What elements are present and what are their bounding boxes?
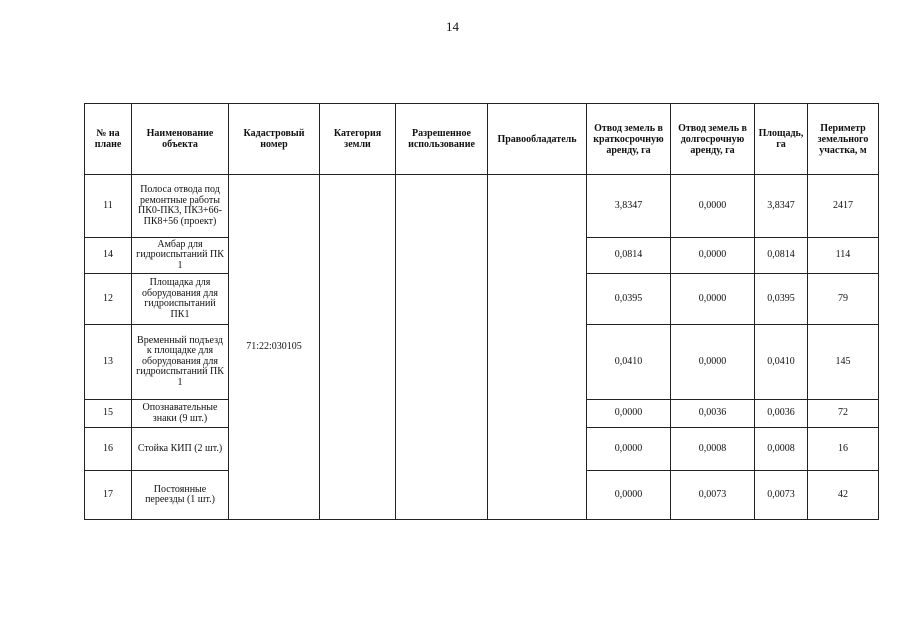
cadastral-number: 71:22:030105 bbox=[229, 175, 320, 520]
short-term-lease: 0,0395 bbox=[587, 274, 671, 325]
header-cell: Категория земли bbox=[320, 104, 396, 175]
object-name: Стойка КИП (2 шт.) bbox=[132, 428, 229, 471]
header-cell: Разрешенное использование bbox=[396, 104, 488, 175]
perimeter: 79 bbox=[808, 274, 879, 325]
long-term-lease: 0,0000 bbox=[671, 238, 755, 274]
short-term-lease: 0,0410 bbox=[587, 325, 671, 400]
row-number: 11 bbox=[85, 175, 132, 238]
header-cell: Наименование объекта bbox=[132, 104, 229, 175]
area: 0,0036 bbox=[755, 400, 808, 428]
area: 0,0073 bbox=[755, 471, 808, 520]
header-cell: № на плане bbox=[85, 104, 132, 175]
short-term-lease: 0,0000 bbox=[587, 471, 671, 520]
page-number: 14 bbox=[446, 19, 459, 34]
row-number: 14 bbox=[85, 238, 132, 274]
owner-cell bbox=[488, 175, 587, 520]
short-term-lease: 3,8347 bbox=[587, 175, 671, 238]
header-cell: Периметр земельного участка, м bbox=[808, 104, 879, 175]
long-term-lease: 0,0036 bbox=[671, 400, 755, 428]
header-cell: Правообладатель bbox=[488, 104, 587, 175]
header-cell: Площадь, га bbox=[755, 104, 808, 175]
perimeter: 145 bbox=[808, 325, 879, 400]
perimeter: 72 bbox=[808, 400, 879, 428]
area: 0,0410 bbox=[755, 325, 808, 400]
object-name: Полоса отвода под ремонтные работы ПК0-ПК3, ПК3+66-ПК8+56 (проект) bbox=[132, 175, 229, 238]
row-number: 13 bbox=[85, 325, 132, 400]
object-name: Временный подъезд к площадке для оборудования для гидроиспытаний ПК 1 bbox=[132, 325, 229, 400]
row-number: 15 bbox=[85, 400, 132, 428]
short-term-lease: 0,0000 bbox=[587, 400, 671, 428]
short-term-lease: 0,0814 bbox=[587, 238, 671, 274]
perimeter: 2417 bbox=[808, 175, 879, 238]
long-term-lease: 0,0008 bbox=[671, 428, 755, 471]
header-cell: Кадастровый номер bbox=[229, 104, 320, 175]
row-number: 16 bbox=[85, 428, 132, 471]
header-row bbox=[85, 104, 879, 175]
perimeter: 42 bbox=[808, 471, 879, 520]
area: 3,8347 bbox=[755, 175, 808, 238]
long-term-lease: 0,0000 bbox=[671, 274, 755, 325]
long-term-lease: 0,0073 bbox=[671, 471, 755, 520]
permitted-use-cell bbox=[396, 175, 488, 520]
table-row bbox=[85, 175, 879, 238]
land-allocation-table bbox=[84, 103, 879, 520]
short-term-lease: 0,0000 bbox=[587, 428, 671, 471]
long-term-lease: 0,0000 bbox=[671, 175, 755, 238]
object-name: Опознавательные знаки (9 шт.) bbox=[132, 400, 229, 428]
perimeter: 114 bbox=[808, 238, 879, 274]
perimeter: 16 bbox=[808, 428, 879, 471]
object-name: Площадка для оборудования для гидроиспытаний ПК1 bbox=[132, 274, 229, 325]
row-number: 12 bbox=[85, 274, 132, 325]
land-category-cell bbox=[320, 175, 396, 520]
object-name: Амбар для гидроиспытаний ПК 1 bbox=[132, 238, 229, 274]
area: 0,0008 bbox=[755, 428, 808, 471]
header-cell: Отвод земель в краткосрочную аренду, га bbox=[587, 104, 671, 175]
area: 0,0814 bbox=[755, 238, 808, 274]
area: 0,0395 bbox=[755, 274, 808, 325]
object-name: Постоянные переезды (1 шт.) bbox=[132, 471, 229, 520]
row-number: 17 bbox=[85, 471, 132, 520]
long-term-lease: 0,0000 bbox=[671, 325, 755, 400]
header-cell: Отвод земель в долгосрочную аренду, га bbox=[671, 104, 755, 175]
